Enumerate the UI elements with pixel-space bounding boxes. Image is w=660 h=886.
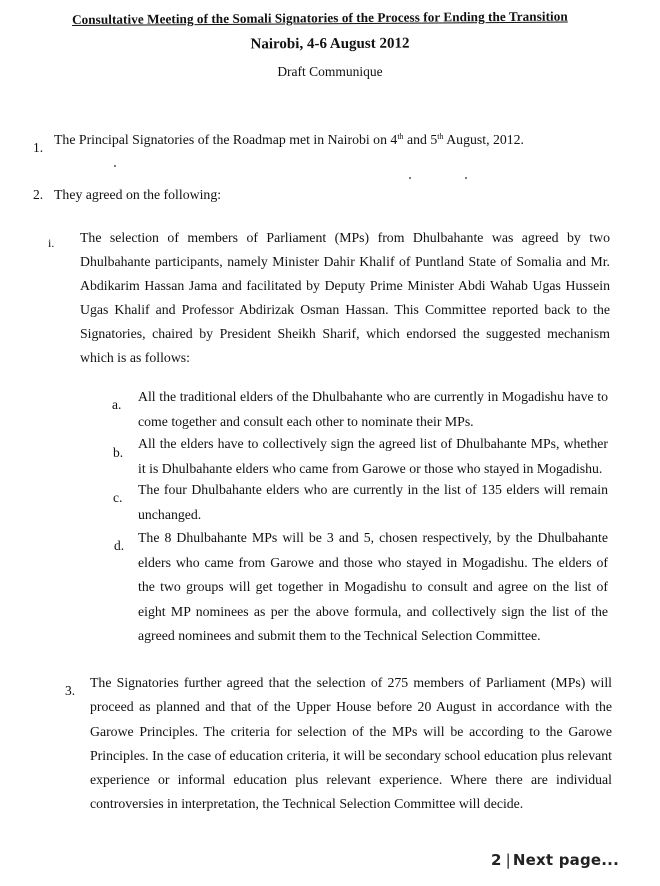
scan-artifact <box>409 177 411 179</box>
next-page-label: Next page... <box>512 851 619 869</box>
item-2-number: 2. <box>33 187 44 202</box>
point-a-label: a. <box>112 397 122 412</box>
subitem-i-text: The selection of members of Parliament (MPs) from Dhulbahante was agreed by two Dhulbahante participants, namely Minister Dahir Khalif of Puntland State of Somalia and Mr. Abdikarim Hassan Jama and facilitated by Deputy Prime Minister Abdi Wahab Ugas Hussein Ugas Khalif and Professor Abdirizak Osman Hassan. This Committee reported back to the Signatories, chaired by President Sheikh Sharif, which endorsed the suggested mechanism which is as follows: <box>80 230 610 365</box>
page-number: 2 <box>491 851 502 869</box>
point-d-text: The 8 Dhulbahante MPs will be 3 and 5, chosen respectively, by the Dhulbahante elders who came from Garowe and those who stayed in Mogadishu. The elders of the two groups will get together in Mogadishu to consult and agree on the list of eight MP nominees as per the above formula, and collectively sign the list of the agreed nominees and submit them to the Technical Selection Committee. <box>138 530 608 643</box>
scan-artifact <box>465 177 467 179</box>
point-c-text: The four Dhulbahante elders who are currently in the list of 135 elders will remain unchanged. <box>138 482 608 522</box>
subitem-i-number: i. <box>48 236 55 250</box>
page-footer <box>491 851 619 869</box>
document-label: Draft Communique <box>277 64 383 79</box>
point-b-label: b. <box>113 445 124 460</box>
point-b-text: All the elders have to collectively sign the agreed list of Dhulbahante MPs, whether it is Dhulbahante elders who came from Garowe or those who stayed in Mogadishu. <box>138 436 608 476</box>
item-1-text-part: and 5 <box>403 132 438 147</box>
item-1-text-part: The Principal Signatories of the Roadmap met in Nairobi on 4 <box>54 132 398 147</box>
point-c-label: c. <box>113 490 123 505</box>
point-d-label: d. <box>114 538 125 553</box>
item-1-text <box>54 130 524 150</box>
item-3-text: The Signatories further agreed that the selection of 275 members of Parliament (MPs) will proceed as planned and that of the Upper House before 20 August in accordance with the Garowe Principles. The criteria for selection of the MPs will be according to the Garowe Principles. In the case of education criteria, it will be secondary school education plus relevant experience or informal education plus relevant experience. Where there are individual controversies in interpretation, the Technical Selection Committee will decide. <box>90 675 612 812</box>
item-1-number: 1. <box>33 140 44 155</box>
ordinal-suffix: th <box>397 132 404 141</box>
footer-separator: | <box>505 851 511 869</box>
point-a-text: All the traditional elders of the Dhulbahante who are currently in Mogadishu have to come together and consult each other to nominate their MPs. <box>138 389 608 429</box>
document-title: Consultative Meeting of the Somali Signatories of the Process for Ending the Transition <box>72 8 568 27</box>
scan-artifact <box>114 165 116 167</box>
document-subtitle: Nairobi, 4-6 August 2012 <box>250 35 410 53</box>
item-2-text: They agreed on the following: <box>54 187 222 202</box>
ordinal-suffix: th <box>437 132 444 141</box>
item-3-number: 3. <box>65 683 76 698</box>
item-1-text-part: August, 2012. <box>443 132 525 147</box>
